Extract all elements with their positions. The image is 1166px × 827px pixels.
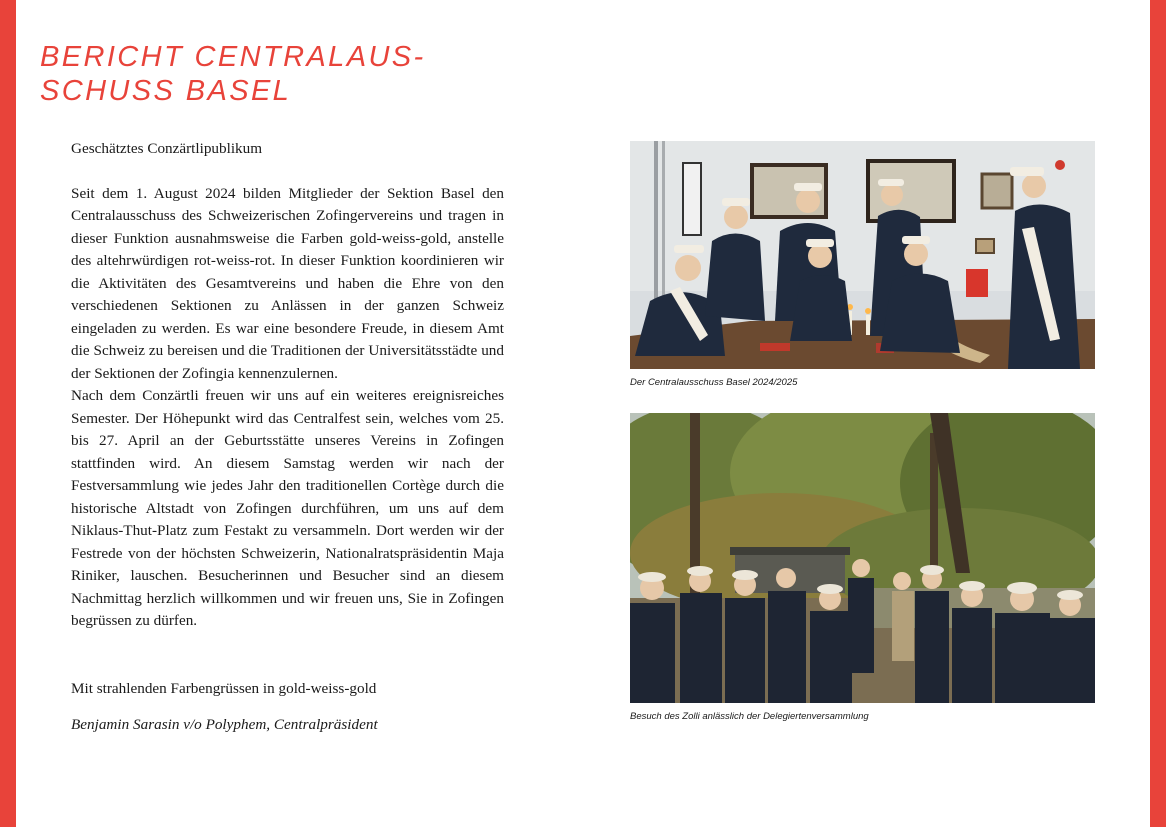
signature: Benjamin Sarasin v/o Polyphem, Centralpräsident xyxy=(71,716,378,733)
right-accent-bar xyxy=(1150,0,1166,827)
photo-committee-group xyxy=(630,141,1095,369)
photo-caption-2: Besuch des Zolli anlässlich der Delegiertenversammlung xyxy=(630,711,869,722)
closing-line: Mit strahlenden Farbengrüssen in gold-weiss-gold xyxy=(71,679,377,697)
title-line-2: SCHUSS BASEL xyxy=(40,75,292,107)
photo-zoo-visit xyxy=(630,413,1095,703)
title-line-1: BERICHT CENTRALAUS- xyxy=(40,41,426,73)
paragraph-2: Nach dem Conzärtli freuen wir uns auf ein weiteres ereignisreiches Semester. Der Höhepunkt wird das Centralfest sein, welches vom 25. bis 27. April an der Geburtsstätte unseres Vereins in Zofingen stattfinden wird. An diesem Samstag werden wir nach der Festversammlung wie jedes Jahr den traditionellen Cortège durch die historische Altstadt von Zofingen durchführen, um uns auf dem Niklaus-Thut-Platz zum Festakt zu versammeln. Dort werden wir der Festrede von der höchsten Schweizerin, Nationalratspräsidentin Maja Riniker, lauschen. Besucherinnen und Besucher sind an diesem Nachmittag herzlich willkommen und wir freuen uns, Sie in Zofingen begrüssen zu dürfen. xyxy=(71,387,504,629)
greeting: Geschätztes Conzärtlipublikum xyxy=(71,140,263,157)
article-body xyxy=(71,138,504,737)
photo-caption-1: Der Centralausschuss Basel 2024/2025 xyxy=(630,377,798,388)
left-accent-bar xyxy=(0,0,16,827)
paragraph-1: Seit dem 1. August 2024 bilden Mitglieder der Sektion Basel den Centralausschuss des Schweizerischen Zofingervereins und tragen in dieser Funktion ausnahmsweise die Farben gold-weiss-gold, anstelle des altehrwürdigen rot-weiss-rot. In dieser Funktion koordinieren wir die Aktivitäten des Gesamtvereins und haben die Ehre von den verschiedenen Sektionen zu Anlässen in der ganzen Schweiz eingeladen zu werden. Es war eine besondere Freude, in diesem Amt die Schweiz zu bereisen und die Traditionen der Universitätsstädte und der Sektionen der Zofingia kennenzulernen. xyxy=(71,184,504,382)
page-title xyxy=(40,40,426,108)
